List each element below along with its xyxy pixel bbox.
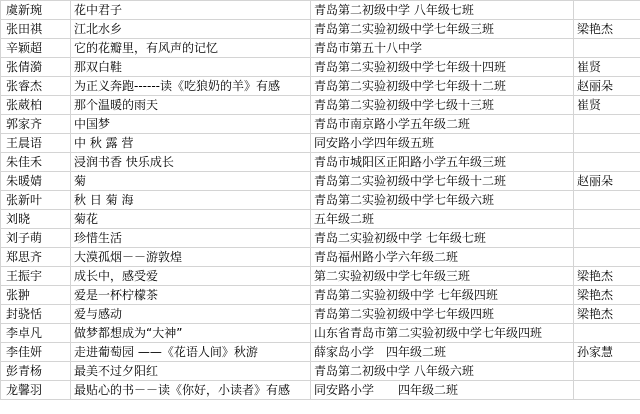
- cell-title[interactable]: 为正义奔跑------读《吃狼奶的羊》有感: [71, 77, 311, 96]
- cell-school[interactable]: 同安路小学四年级五班: [311, 134, 574, 153]
- cell-school[interactable]: 青岛市城阳区正阳路小学五年级三班: [311, 153, 574, 172]
- cell-title[interactable]: 菊花: [71, 210, 311, 229]
- table-row: [1, 362, 640, 381]
- cell-name[interactable]: 张葳柏: [1, 96, 71, 115]
- cell-name[interactable]: 辛颖超: [1, 39, 71, 58]
- cell-school[interactable]: 青岛第二初级中学 八年级六班: [311, 362, 574, 381]
- cell-title[interactable]: 它的花瓣里，有风声的记忆: [71, 39, 311, 58]
- cell-name[interactable]: 李佳妍: [1, 343, 71, 362]
- table-row: [1, 305, 640, 324]
- cell-teacher[interactable]: [574, 191, 640, 210]
- cell-school[interactable]: 青岛第二实验初级中学七年级十二班: [311, 172, 574, 191]
- cell-name[interactable]: 王振宇: [1, 267, 71, 286]
- cell-school[interactable]: 青岛市第五十八中学: [311, 39, 574, 58]
- table-row: [1, 39, 640, 58]
- table-row: [1, 286, 640, 305]
- table-row: [1, 267, 640, 286]
- table-row: [1, 324, 640, 343]
- table-row: [1, 248, 640, 267]
- table-row: [1, 343, 640, 362]
- cell-name[interactable]: 龙馨羽: [1, 381, 71, 400]
- cell-name[interactable]: 彭青杨: [1, 362, 71, 381]
- cell-teacher[interactable]: 梁艳杰: [574, 286, 640, 305]
- cell-name[interactable]: 王晨语: [1, 134, 71, 153]
- cell-title[interactable]: 珍惜生活: [71, 229, 311, 248]
- table-row: [1, 77, 640, 96]
- cell-name[interactable]: 张翀: [1, 286, 71, 305]
- cell-name[interactable]: 刘子萌: [1, 229, 71, 248]
- cell-school[interactable]: 青岛第二实验初级中学七年级十二班: [311, 77, 574, 96]
- cell-teacher[interactable]: [574, 362, 640, 381]
- cell-teacher[interactable]: 崔贤: [574, 96, 640, 115]
- cell-teacher[interactable]: [574, 134, 640, 153]
- cell-teacher[interactable]: [574, 39, 640, 58]
- cell-teacher[interactable]: [574, 248, 640, 267]
- cell-name[interactable]: 朱佳禾: [1, 153, 71, 172]
- cell-teacher[interactable]: [574, 1, 640, 20]
- cell-school[interactable]: 青岛第二实验初级中学七年级四班: [311, 305, 574, 324]
- table-row: [1, 134, 640, 153]
- table-row: [1, 1, 640, 20]
- cell-school[interactable]: 青岛福州路小学六年级二班: [311, 248, 574, 267]
- cell-school[interactable]: 青岛第二实验初级中学七年级六班: [311, 191, 574, 210]
- cell-teacher[interactable]: [574, 153, 640, 172]
- cell-school[interactable]: 同安路小学 四年级二班: [311, 381, 574, 400]
- cell-teacher[interactable]: 赵丽朵: [574, 77, 640, 96]
- cell-name[interactable]: 郭家齐: [1, 115, 71, 134]
- cell-title[interactable]: 那双白鞋: [71, 58, 311, 77]
- cell-name[interactable]: 张田祺: [1, 20, 71, 39]
- cell-name[interactable]: 封骁恬: [1, 305, 71, 324]
- cell-name[interactable]: 刘晓: [1, 210, 71, 229]
- cell-title[interactable]: 成长中，感受爱: [71, 267, 311, 286]
- cell-title[interactable]: 那个温暖的雨天: [71, 96, 311, 115]
- table-row: [1, 172, 640, 191]
- cell-name[interactable]: 虞新琬: [1, 1, 71, 20]
- cell-school[interactable]: 青岛第二实验初级中学七年级十四班: [311, 58, 574, 77]
- cell-title[interactable]: 浸润书香 快乐成长: [71, 153, 311, 172]
- cell-teacher[interactable]: 梁艳杰: [574, 305, 640, 324]
- cell-school[interactable]: 第二实验初级中学七年级三班: [311, 267, 574, 286]
- table-row: [1, 191, 640, 210]
- cell-name[interactable]: 李卓凡: [1, 324, 71, 343]
- cell-school[interactable]: 青岛市南京路小学五年级二班: [311, 115, 574, 134]
- cell-school[interactable]: 青岛第二实验初级中学 七年级四班: [311, 286, 574, 305]
- cell-title[interactable]: 爱与感动: [71, 305, 311, 324]
- cell-teacher[interactable]: 梁艳杰: [574, 20, 640, 39]
- cell-title[interactable]: 大漠孤烟－－游敦煌: [71, 248, 311, 267]
- cell-school[interactable]: 青岛第二实验初级中学七级十三班: [311, 96, 574, 115]
- cell-title[interactable]: 爱是一杯柠檬茶: [71, 286, 311, 305]
- cell-teacher[interactable]: 崔贤: [574, 58, 640, 77]
- table-row: [1, 229, 640, 248]
- cell-name[interactable]: 张睿杰: [1, 77, 71, 96]
- cell-title[interactable]: 花中君子: [71, 1, 311, 20]
- cell-title[interactable]: 江北水乡: [71, 20, 311, 39]
- cell-name[interactable]: 张新叶: [1, 191, 71, 210]
- cell-teacher[interactable]: [574, 115, 640, 134]
- cell-teacher[interactable]: 梁艳杰: [574, 267, 640, 286]
- table-row: [1, 58, 640, 77]
- cell-title[interactable]: 走进葡萄园 ——《花语人间》秋游: [71, 343, 311, 362]
- cell-teacher[interactable]: 孙家慧: [574, 343, 640, 362]
- table-row: [1, 20, 640, 39]
- cell-title[interactable]: 最美不过夕阳红: [71, 362, 311, 381]
- table-row: [1, 210, 640, 229]
- cell-title[interactable]: 最贴心的书－－读《你好，小读者》有感: [71, 381, 311, 400]
- cell-teacher[interactable]: 赵丽朵: [574, 172, 640, 191]
- cell-title[interactable]: 菊: [71, 172, 311, 191]
- cell-name[interactable]: 朱暖婧: [1, 172, 71, 191]
- cell-school[interactable]: 五年级二班: [311, 210, 574, 229]
- cell-title[interactable]: 秋 日 菊 海: [71, 191, 311, 210]
- table-row: [1, 381, 640, 400]
- cell-title[interactable]: 中国梦: [71, 115, 311, 134]
- cell-title[interactable]: 中 秋 露 营: [71, 134, 311, 153]
- cell-school[interactable]: 薛家岛小学 四年级二班: [311, 343, 574, 362]
- cell-school[interactable]: 青岛第二初级中学 八年级七班: [311, 1, 574, 20]
- cell-school[interactable]: 山东省青岛市第二实验初级中学七年级四班: [311, 324, 574, 343]
- table-row: [1, 115, 640, 134]
- cell-title[interactable]: 做梦都想成为“大神”: [71, 324, 311, 343]
- cell-teacher[interactable]: [574, 210, 640, 229]
- cell-school[interactable]: 青岛第二实验初级中学七年级三班: [311, 20, 574, 39]
- cell-teacher[interactable]: [574, 324, 640, 343]
- cell-name[interactable]: 张倩漪: [1, 58, 71, 77]
- cell-teacher[interactable]: [574, 381, 640, 400]
- table-row: [1, 96, 640, 115]
- cell-name[interactable]: 郑思齐: [1, 248, 71, 267]
- table-row: [1, 153, 640, 172]
- cell-school[interactable]: 青岛二实验初级中学 七年级七班: [311, 229, 574, 248]
- cell-teacher[interactable]: [574, 229, 640, 248]
